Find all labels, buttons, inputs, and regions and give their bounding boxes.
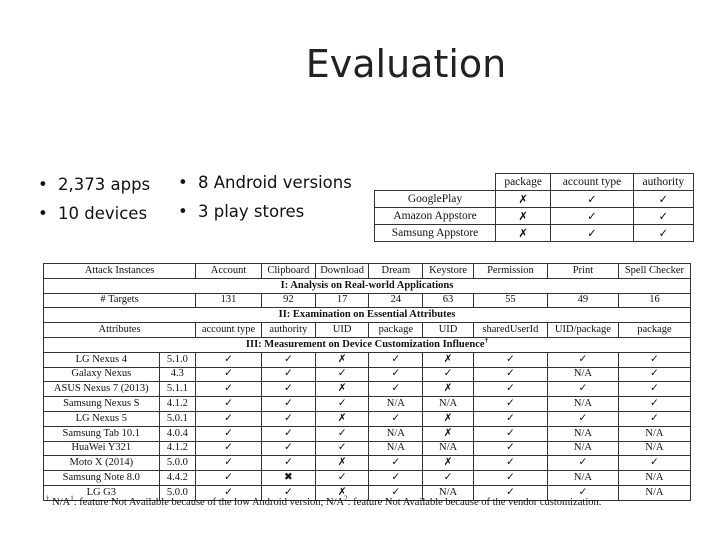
bullet-item: • 2,373 apps xyxy=(38,170,150,199)
result-cell: ✓ xyxy=(196,426,262,441)
table-cell: package xyxy=(369,323,423,338)
section-row xyxy=(44,337,691,352)
device-name: HuaWei Y321 xyxy=(44,441,160,456)
result-cell: ✓ xyxy=(423,471,474,486)
table-cell: 16 xyxy=(618,293,690,308)
result-cell: ✓ xyxy=(473,411,547,426)
bullet-list-left xyxy=(38,170,150,228)
android-version: 4.1.2 xyxy=(159,441,196,456)
result-cell: N/A xyxy=(547,471,618,486)
result-cell: N/A xyxy=(369,426,423,441)
device-name: LG G3 xyxy=(44,485,160,500)
android-version: 4.4.2 xyxy=(159,471,196,486)
section-row xyxy=(44,278,691,293)
bullet-item: • 8 Android versions xyxy=(178,168,352,197)
result-cell: ✓ xyxy=(618,456,690,471)
header-cell: Dream xyxy=(369,264,423,279)
android-version: 5.0.1 xyxy=(159,411,196,426)
result-cell: ✓ xyxy=(618,397,690,412)
result-cell: N/A xyxy=(423,397,474,412)
attack-results-table xyxy=(43,263,691,501)
result-cell: ✓ xyxy=(315,397,369,412)
header-cell: account type xyxy=(551,174,633,191)
result-cell: ✓ xyxy=(473,485,547,500)
result-cell: ✓ xyxy=(262,367,316,382)
table-row xyxy=(375,191,694,208)
bullet-item: • 3 play stores xyxy=(178,197,352,226)
result-cell: ✓ xyxy=(196,441,262,456)
table-cell: 24 xyxy=(369,293,423,308)
result-cell: ✓ xyxy=(196,382,262,397)
android-version: 5.1.1 xyxy=(159,382,196,397)
row-label: Attributes xyxy=(44,323,196,338)
table-header-row xyxy=(44,264,691,279)
result-cell: N/A xyxy=(547,397,618,412)
android-version: 4.0.4 xyxy=(159,426,196,441)
store-name: Samsung Appstore xyxy=(375,225,496,242)
result-cell: ✗ xyxy=(315,382,369,397)
result-cell: N/A xyxy=(547,426,618,441)
result-cell: ✓ xyxy=(369,456,423,471)
table-cell: ✓ xyxy=(633,225,693,242)
result-cell: ✓ xyxy=(196,485,262,500)
result-cell: ✓ xyxy=(315,367,369,382)
dagger-mark: † xyxy=(484,336,489,345)
play-store-table xyxy=(374,173,694,242)
result-cell: ✓ xyxy=(262,426,316,441)
android-version: 4.3 xyxy=(159,367,196,382)
table-cell: ✗ xyxy=(496,225,551,242)
result-cell: ✓ xyxy=(262,382,316,397)
table-cell: ✓ xyxy=(551,208,633,225)
table-cell: UID xyxy=(315,323,369,338)
device-name: ASUS Nexus 7 (2013) xyxy=(44,382,160,397)
table-cell: 55 xyxy=(473,293,547,308)
result-cell: ✓ xyxy=(262,352,316,367)
result-cell: ✓ xyxy=(262,441,316,456)
result-cell: N/A xyxy=(369,397,423,412)
result-cell: ✖ xyxy=(262,471,316,486)
table-header-row xyxy=(375,174,694,191)
result-cell: ✓ xyxy=(473,471,547,486)
table-cell: 131 xyxy=(196,293,262,308)
device-name: Samsung Note 8.0 xyxy=(44,471,160,486)
device-row xyxy=(44,397,691,412)
result-cell: ✓ xyxy=(547,411,618,426)
header-cell: Permission xyxy=(473,264,547,279)
table-cell: UID xyxy=(423,323,474,338)
row-label: # Targets xyxy=(44,293,196,308)
result-cell: ✓ xyxy=(315,441,369,456)
result-cell: N/A xyxy=(423,485,474,500)
device-name: Samsung Tab 10.1 xyxy=(44,426,160,441)
bullet-dot-icon: • xyxy=(38,204,48,223)
table-cell: 63 xyxy=(423,293,474,308)
table-cell: ✓ xyxy=(633,191,693,208)
result-cell: ✓ xyxy=(196,456,262,471)
result-cell: ✓ xyxy=(618,382,690,397)
section-title: II: Examination on Essential Attributes xyxy=(44,308,691,323)
result-cell: ✓ xyxy=(262,411,316,426)
table-row xyxy=(375,225,694,242)
device-row xyxy=(44,382,691,397)
result-cell: ✓ xyxy=(473,456,547,471)
slide-title: Evaluation xyxy=(305,42,507,86)
android-version: 5.1.0 xyxy=(159,352,196,367)
device-rows xyxy=(44,352,691,500)
header-cell: Clipboard xyxy=(262,264,316,279)
result-cell: ✓ xyxy=(369,411,423,426)
android-version: 5.0.0 xyxy=(159,456,196,471)
table-cell: package xyxy=(618,323,690,338)
result-cell: ✗ xyxy=(423,411,474,426)
result-cell: ✓ xyxy=(262,397,316,412)
result-cell: ✓ xyxy=(196,397,262,412)
result-cell: ✓ xyxy=(547,352,618,367)
device-name: Moto X (2014) xyxy=(44,456,160,471)
header-cell: Spell Checker xyxy=(618,264,690,279)
device-row xyxy=(44,471,691,486)
table-cell: UID/package xyxy=(547,323,618,338)
table-cell: ✗ xyxy=(496,191,551,208)
result-cell: ✓ xyxy=(547,485,618,500)
result-cell: ✓ xyxy=(473,441,547,456)
result-cell: ✓ xyxy=(618,367,690,382)
result-cell: ✓ xyxy=(196,352,262,367)
result-cell: N/A xyxy=(618,441,690,456)
header-blank-cell xyxy=(375,174,496,191)
android-version: 4.1.2 xyxy=(159,397,196,412)
result-cell: ✓ xyxy=(473,352,547,367)
result-cell: ✓ xyxy=(369,382,423,397)
table-cell: ✓ xyxy=(551,225,633,242)
result-cell: ✗ xyxy=(423,426,474,441)
section-title: III: Measurement on Device Customization Influence† xyxy=(44,337,691,352)
bullet-dot-icon: • xyxy=(178,202,188,221)
result-cell: ✓ xyxy=(473,367,547,382)
device-row xyxy=(44,411,691,426)
result-cell: ✗ xyxy=(423,456,474,471)
result-cell: ✓ xyxy=(262,485,316,500)
table-row xyxy=(44,293,691,308)
table-cell: 17 xyxy=(315,293,369,308)
device-row xyxy=(44,426,691,441)
result-cell: ✗ xyxy=(315,485,369,500)
result-cell: ✓ xyxy=(369,352,423,367)
result-cell: ✓ xyxy=(618,352,690,367)
header-cell: Attack Instances xyxy=(44,264,196,279)
bullet-dot-icon: • xyxy=(38,175,48,194)
section-row xyxy=(44,308,691,323)
result-cell: ✓ xyxy=(369,485,423,500)
store-name: Amazon Appstore xyxy=(375,208,496,225)
table-row xyxy=(375,208,694,225)
bullet-dot-icon: • xyxy=(178,173,188,192)
result-cell: N/A xyxy=(547,367,618,382)
result-cell: ✓ xyxy=(547,382,618,397)
table-cell: 49 xyxy=(547,293,618,308)
device-row xyxy=(44,352,691,367)
bullet-item: • 10 devices xyxy=(38,199,150,228)
result-cell: ✓ xyxy=(547,456,618,471)
table-cell: sharedUserId xyxy=(473,323,547,338)
result-cell: ✓ xyxy=(369,367,423,382)
header-cell: Account xyxy=(196,264,262,279)
dagger-mark: † xyxy=(46,494,50,503)
result-cell: ✓ xyxy=(196,411,262,426)
device-name: Galaxy Nexus xyxy=(44,367,160,382)
store-name: GooglePlay xyxy=(375,191,496,208)
table-cell: ✗ xyxy=(496,208,551,225)
result-cell: ✓ xyxy=(618,411,690,426)
result-cell: ✓ xyxy=(473,426,547,441)
result-cell: N/A xyxy=(547,441,618,456)
table-row xyxy=(44,323,691,338)
bullet-list-right xyxy=(178,168,352,226)
result-cell: ✓ xyxy=(473,397,547,412)
result-cell: ✗ xyxy=(315,456,369,471)
result-cell: ✗ xyxy=(423,352,474,367)
result-cell: ✓ xyxy=(473,382,547,397)
result-cell: N/A xyxy=(369,441,423,456)
table-cell: ✓ xyxy=(551,191,633,208)
result-cell: N/A xyxy=(618,426,690,441)
result-cell: ✗ xyxy=(315,411,369,426)
device-row xyxy=(44,367,691,382)
header-cell: authority xyxy=(633,174,693,191)
header-cell: Keystore xyxy=(423,264,474,279)
result-cell: ✓ xyxy=(369,471,423,486)
result-cell: N/A xyxy=(618,485,690,500)
header-cell: package xyxy=(496,174,551,191)
result-cell: ✓ xyxy=(262,456,316,471)
table-cell: ✓ xyxy=(633,208,693,225)
android-version: 5.0.0 xyxy=(159,485,196,500)
result-cell: ✓ xyxy=(315,426,369,441)
result-cell: N/A xyxy=(423,441,474,456)
device-name: LG Nexus 4 xyxy=(44,352,160,367)
table-cell: authority xyxy=(262,323,316,338)
section-title: I: Analysis on Real-world Applications xyxy=(44,278,691,293)
result-cell: ✓ xyxy=(196,471,262,486)
result-cell: N/A xyxy=(618,471,690,486)
table-cell: 92 xyxy=(262,293,316,308)
header-cell: Download xyxy=(315,264,369,279)
result-cell: ✗ xyxy=(315,352,369,367)
result-cell: ✓ xyxy=(315,471,369,486)
result-cell: ✗ xyxy=(423,382,474,397)
header-cell: Print xyxy=(547,264,618,279)
device-name: LG Nexus 5 xyxy=(44,411,160,426)
table-cell: account type xyxy=(196,323,262,338)
result-cell: ✓ xyxy=(196,367,262,382)
footnote: † $N/A^1$: feature Not Available because of the low Android version; $N/A^2$: feature Not Available because of the vendor customization. xyxy=(46,494,602,508)
device-row xyxy=(44,456,691,471)
result-cell: ✓ xyxy=(423,367,474,382)
device-row xyxy=(44,441,691,456)
device-name: Samsung Nexus S xyxy=(44,397,160,412)
